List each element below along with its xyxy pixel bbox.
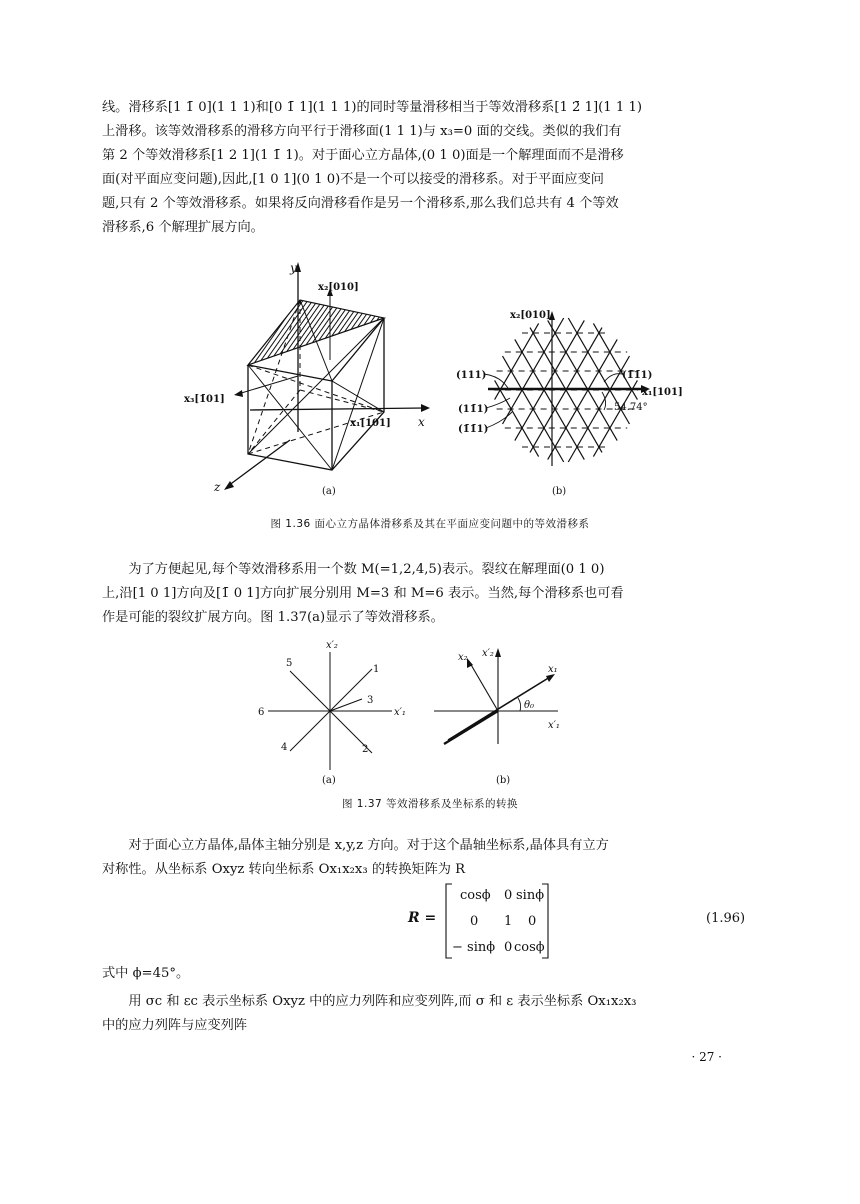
x2-label: x₂[010] [318, 282, 359, 293]
subfigure-label: (b) [496, 775, 511, 786]
slip-number-4: 4 [281, 742, 288, 753]
text-line: 题,只有 2 个等效滑移系。如果将反向滑移看作是另一个滑移系,那么我们总共有 4 个等效 [102, 196, 619, 211]
x1-label: x₁[101] [642, 387, 683, 398]
text-line: 中的应力列阵与应变列阵 [102, 1018, 248, 1033]
matrix-cell: cosϕ [460, 888, 491, 903]
text-line: 滑移系,6 个解理扩展方向。 [102, 220, 264, 235]
x3-label: x₃[1̄01] [184, 394, 225, 405]
slip-number-3: 3 [367, 695, 374, 706]
x1p-label: x′₁ [548, 720, 560, 731]
slip-number-2: 2 [362, 744, 369, 755]
axis-y-label: y [290, 261, 297, 275]
subfigure-label: (b) [552, 486, 567, 497]
text-line: 对称性。从坐标系 Oxyz 转向坐标系 Ox₁x₂x₃ 的转换矩阵为 R [102, 862, 466, 877]
x2-label: x₂ [458, 652, 468, 663]
slip-number-5: 5 [286, 658, 293, 669]
matrix-cell: 1 [504, 914, 513, 929]
plane-label-m1m11: (1̄1̄1) [458, 424, 489, 435]
matrix-cell: 0 [470, 914, 479, 929]
x2-label: x₂[010] [510, 310, 551, 321]
plane-label-11m1: (11̄1) [458, 404, 489, 415]
theta-label: θ₀ [524, 700, 535, 711]
slip-number-6: 6 [258, 707, 265, 718]
slip-number-1: 1 [373, 664, 380, 675]
figure-136-caption: 图 1.36 面心立方晶体滑移系及其在平面应变问题中的等效滑移系 [270, 518, 590, 530]
angle-label: 54.74° [614, 402, 648, 413]
matrix-cell: 0 [504, 940, 513, 955]
matrix-cell: cosϕ [514, 940, 545, 955]
matrix-cell: sinϕ [516, 888, 545, 903]
text-line: 上,沿[1 0 1]方向及[1̄ 0 1]方向扩展分别用 M=3 和 M=6 表示。当然,每个滑移系也可看 [102, 586, 624, 601]
text-line: 用 σc 和 εc 表示坐标系 Oxyz 中的应力列阵和应变列阵,而 σ 和 ε 表示坐标系 Ox₁x₂x₃ [128, 994, 637, 1009]
x1-label: x₁[101] [350, 418, 391, 429]
text-line: 线。滑移系[1 1̄ 0](1 1 1)和[0 1̄ 1](1 1 1)的同时等量滑移相当于等效滑移系[1 2̄ 1](1 1 1) [102, 100, 643, 115]
subfigure-label: (a) [322, 775, 336, 786]
text-line: 对于面心立方晶体,晶体主轴分别是 x,y,z 方向。对于这个晶轴坐标系,晶体具有立方 [128, 838, 609, 853]
axis-x1p-label: x′₁ [394, 707, 406, 718]
subfigure-label: (a) [322, 486, 336, 497]
text-line: 作是可能的裂纹扩展方向。图 1.37(a)显示了等效滑移系。 [102, 610, 444, 625]
matrix-cell: 0 [528, 914, 537, 929]
tail-paragraph [102, 962, 758, 1038]
page-number: · 27 · [691, 1050, 722, 1064]
plane-label-111: (111) [456, 370, 487, 381]
text-line: 式中 ϕ=45°。 [102, 966, 190, 981]
equation-number: (1.96) [706, 911, 746, 926]
text-line: 上滑移。该等效滑移系的滑移方向平行于滑移面(1 1 1)与 x₃=0 面的交线。类似的我们有 [102, 124, 622, 139]
axis-x-label: x [418, 415, 425, 429]
plane-label-1m11: (1̄1̄1) [622, 370, 653, 381]
axis-z-label: z [214, 480, 221, 494]
matrix-cell: 0 [504, 888, 513, 903]
axis-x2p-label: x′₂ [326, 640, 338, 651]
text-line: 为了方便起见,每个等效滑移系用一个数 M(=1,2,4,5)表示。裂纹在解理面(0 1 0) [128, 562, 605, 577]
figure-137-caption: 图 1.37 等效滑移系及坐标系的转换 [341, 798, 519, 810]
x1-label: x₁ [548, 664, 558, 675]
equation-lhs: R = [408, 910, 437, 926]
x2p-label: x′₂ [482, 648, 494, 659]
text-line: 面(对平面应变问题),因此,[1 0 1](0 1 0)不是一个可以接受的滑移系。对于平面应变问 [102, 172, 604, 187]
matrix-cell: − sinϕ [452, 940, 496, 955]
text-line: 第 2 个等效滑移系[1 2 1](1 1̄ 1)。对于面心立方晶体,(0 1 0)面是一个解理面而不是滑移 [102, 148, 624, 163]
